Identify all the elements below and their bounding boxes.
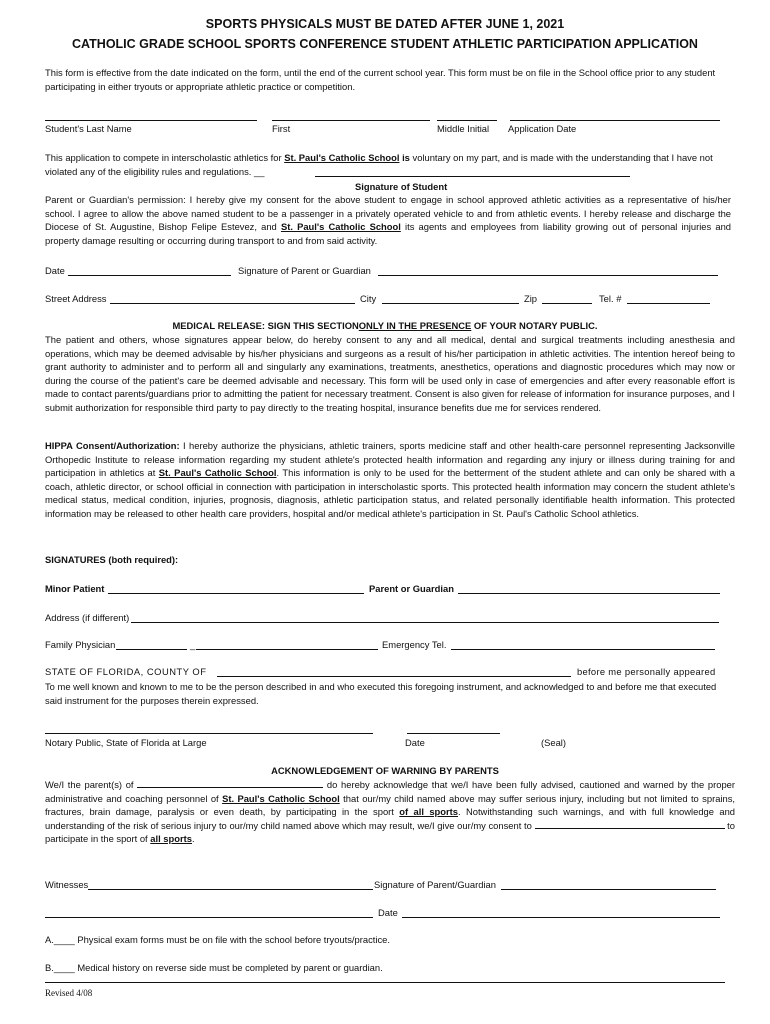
footer-rule <box>45 982 725 983</box>
minor-patient-label: Minor Patient <box>45 583 105 594</box>
zip-line[interactable] <box>542 303 592 304</box>
application-date-line[interactable] <box>510 120 720 121</box>
ack-end: . <box>191 833 195 845</box>
family-physician-line-1[interactable] <box>116 649 187 650</box>
checklist-item-a <box>45 934 390 945</box>
hippa-text-1: I hereby authorize the physicians, athletic trainers, sports medicine staff and other health-care personnel representing Jacksonville Orthopedic Institute to release information regarding my student athlete's protected health information and regarding any injury or illness during training for and participation in athletics at <box>45 440 735 479</box>
student-first-name-line[interactable] <box>272 120 430 121</box>
family-physician-label: Family Physician <box>45 639 116 650</box>
witness-date-line[interactable] <box>402 917 720 918</box>
medical-heading-underlined: ONLY IN THE PRESENCE <box>358 320 472 331</box>
notary-signature-line[interactable] <box>45 733 373 734</box>
notary-statement: To me well known and known to me to be the person described in and who executed this foregoing instrument, and acknowledged to and before me that executed said instrument for the purposes therein expressed. <box>45 681 717 706</box>
street-address-line[interactable] <box>110 303 355 304</box>
notary-date-line[interactable] <box>407 733 500 734</box>
parent-permission-text <box>45 193 731 247</box>
checklist-item-b <box>45 962 383 973</box>
acknowledgement-text <box>45 778 735 846</box>
city-label: City <box>360 293 377 304</box>
consent-name-line[interactable] <box>535 819 725 829</box>
city-line[interactable] <box>382 303 519 304</box>
title-line-1: SPORTS PHYSICALS MUST BE DATED AFTER JUNE 1, 2021 <box>205 17 565 31</box>
revised-date: Revised 4/08 <box>45 988 93 998</box>
checklist-a-letter: A. <box>45 934 54 945</box>
hippa-school: St. Paul's Catholic School <box>158 467 277 479</box>
seal-label: (Seal) <box>541 737 567 748</box>
signatures-heading: SIGNATURES (both required): <box>45 554 179 565</box>
student-first-name-label: First <box>272 123 291 134</box>
witness-line-1[interactable] <box>88 889 373 890</box>
emergency-tel-label: Emergency Tel. <box>382 639 447 650</box>
ack-text-3: . Notwithstanding such warnings, and with full knowledge and understanding of the risk of serious injury to our/my child named above which may result, we/I give our/my consent <box>45 806 736 831</box>
hippa-consent-text <box>45 439 735 521</box>
student-middle-initial-line[interactable] <box>437 120 497 121</box>
application-pre: This application to compete in interscholastic athletics for <box>45 152 282 163</box>
title-line-2: CATHOLIC GRADE SCHOOL SPORTS CONFERENCE STUDENT ATHLETIC PARTICIPATION APPLICATION <box>72 37 698 51</box>
notary-date-label: Date <box>405 737 425 748</box>
parent-signature-label: Signature of Parent or Guardian <box>238 265 371 276</box>
tel-label: Tel. # <box>599 293 622 304</box>
application-blank: __ <box>253 165 265 177</box>
parent-guardian-label: Parent or Guardian <box>369 583 454 594</box>
county-line[interactable] <box>217 676 571 677</box>
address-different-line[interactable] <box>131 622 719 623</box>
student-signature-label: Signature of Student <box>355 181 448 192</box>
application-post: voluntary on my part, and is made with the understanding that I have not violated any of the eligibility rules and regulations. <box>45 152 713 177</box>
parent-signature-line[interactable] <box>378 275 718 276</box>
medical-heading-post: OF YOUR NOTARY PUBLIC. <box>473 320 598 331</box>
permission-school: St. Paul's Catholic School <box>280 221 401 233</box>
ack-text-2: that our/my child named above may suffer serious injury, including but not limited to sprains, fractures, brain damage, paralysis or even death, by participating in the sport <box>45 792 736 818</box>
acknowledgement-heading: ACKNOWLEDGEMENT OF WARNING BY PARENTS <box>271 765 499 776</box>
ack-we: We/I the parent(s) of <box>45 779 134 790</box>
emergency-tel-line[interactable] <box>451 649 715 650</box>
parent-guardian-signature-label: Signature of Parent/Guardian <box>374 879 496 890</box>
application-date-label: Application Date <box>508 123 577 134</box>
medical-release-body: The patient and others, whose signatures appear below, do hereby consent to any and all medical, dental and surgical treatments including anesthesia and operations, which may be deemed advisable by his/her physicians and surgeons as a result of his/her participation in athletic activities. The intention hereof being to grant authority to administer and to perform all and singularly any examinations, treatments, anesthetics, operations and diagnostic procedures which may now or during the course of the patient's care be deemed advisable and necessary. This form will be used only in case of emergencies and after every reasonable effort is made to contact parents/guardians prior to admitting the patient for necessary treatment. Consent is also given for release of information for insurance purposes, and I submit authorization for responsible third party to pay directly to the treating hospital, insurance benefits due me for services rendered. <box>45 334 735 413</box>
witnesses-label: Witnesses <box>45 879 89 890</box>
address-different-label: Address (if different) <box>45 612 130 623</box>
family-physician-line-2[interactable] <box>196 649 378 650</box>
before-me-label: before me personally appeared <box>577 666 716 677</box>
checklist-b-blank[interactable]: ____ <box>53 962 75 973</box>
ack-text-1: do hereby acknowledge that we/I have been fully advised, cautioned and warned by the proper administrative and coaching personnel of <box>45 779 735 804</box>
student-last-name-label: Student's Last Name <box>45 123 132 134</box>
parent-date-line[interactable] <box>68 275 231 276</box>
student-signature-line[interactable] <box>315 176 630 177</box>
permission-text-1: Parent or Guardian's permission: I hereby give my consent for the above student to engage in school approved athletic activities as a representative of his/her school. I agree to allow the above named student to be a passenger in a privately operated vehicle to and from athletic events. I hereby release and discharge the Diocese of St. Augustine, Bishop Felipe Estevez, and <box>45 194 731 233</box>
family-physician-blank: _ <box>190 639 196 650</box>
child-name-line[interactable] <box>137 778 323 788</box>
application-is: is <box>402 152 410 163</box>
ack-all-sports-2: all sports <box>150 833 192 845</box>
ack-all-sports: of all sports <box>399 806 458 818</box>
notary-state-label: STATE OF FLORIDA, COUNTY OF <box>45 666 207 677</box>
parent-guardian-line[interactable] <box>458 593 720 594</box>
minor-patient-line[interactable] <box>108 593 364 594</box>
ack-school: St. Paul's Catholic School <box>222 792 340 804</box>
tel-line[interactable] <box>627 303 710 304</box>
street-address-label: Street Address <box>45 293 107 304</box>
parent-date-label: Date <box>45 265 65 276</box>
checklist-b-text: Medical history on reverse side must be completed by parent or guardian. <box>77 962 383 973</box>
ack-participate: to participate in the sport of <box>45 819 735 845</box>
middle-initial-label: Middle Initial <box>437 123 490 134</box>
permission-text-2: its agents and employees from liability growing out of personal injuries and property damage resulting or occurring during transport to and from said activity. <box>45 221 732 246</box>
witness-line-2[interactable] <box>45 917 373 918</box>
checklist-a-blank[interactable]: ____ <box>53 934 75 945</box>
hippa-text-2: . This information is only to be used for the betterment of the student athlete and can only be shared with a coach, athletic director, or school official in connection with participation in interscholastic sports. This protected health information may concern the student athlete's medical status, medical condition, injuries, prognosis, diagnosis, athletic participation status, and related personally identifiable health information. This protected information may be released to other health care providers, hospital and/or medical athlete's participation in St. Paul's Catholic School athletics. <box>45 467 735 519</box>
checklist-b-letter: B. <box>45 962 54 973</box>
application-statement <box>45 151 731 178</box>
checklist-a-text: Physical exam forms must be on file with the school before tryouts/practice. <box>77 934 390 945</box>
application-school: St. Paul's Catholic School <box>284 152 400 163</box>
parent-guardian-signature-line[interactable] <box>501 889 716 890</box>
intro-text: This form is effective from the date indicated on the form, until the end of the current school year. This form must be on file in the School office prior to any student participating in either tryouts or appropriate athletic practice or competition. <box>45 67 716 92</box>
student-last-name-line[interactable] <box>45 120 257 121</box>
witness-date-label: Date <box>378 907 398 918</box>
zip-label: Zip <box>524 293 538 304</box>
hippa-label: HIPPA Consent/Authorization: <box>45 440 180 451</box>
ack-to: to <box>524 819 532 831</box>
medical-release-heading <box>0 319 770 333</box>
medical-heading-pre: MEDICAL RELEASE: SIGN THIS SECTION <box>172 320 359 331</box>
notary-public-label: Notary Public, State of Florida at Large <box>45 737 207 748</box>
